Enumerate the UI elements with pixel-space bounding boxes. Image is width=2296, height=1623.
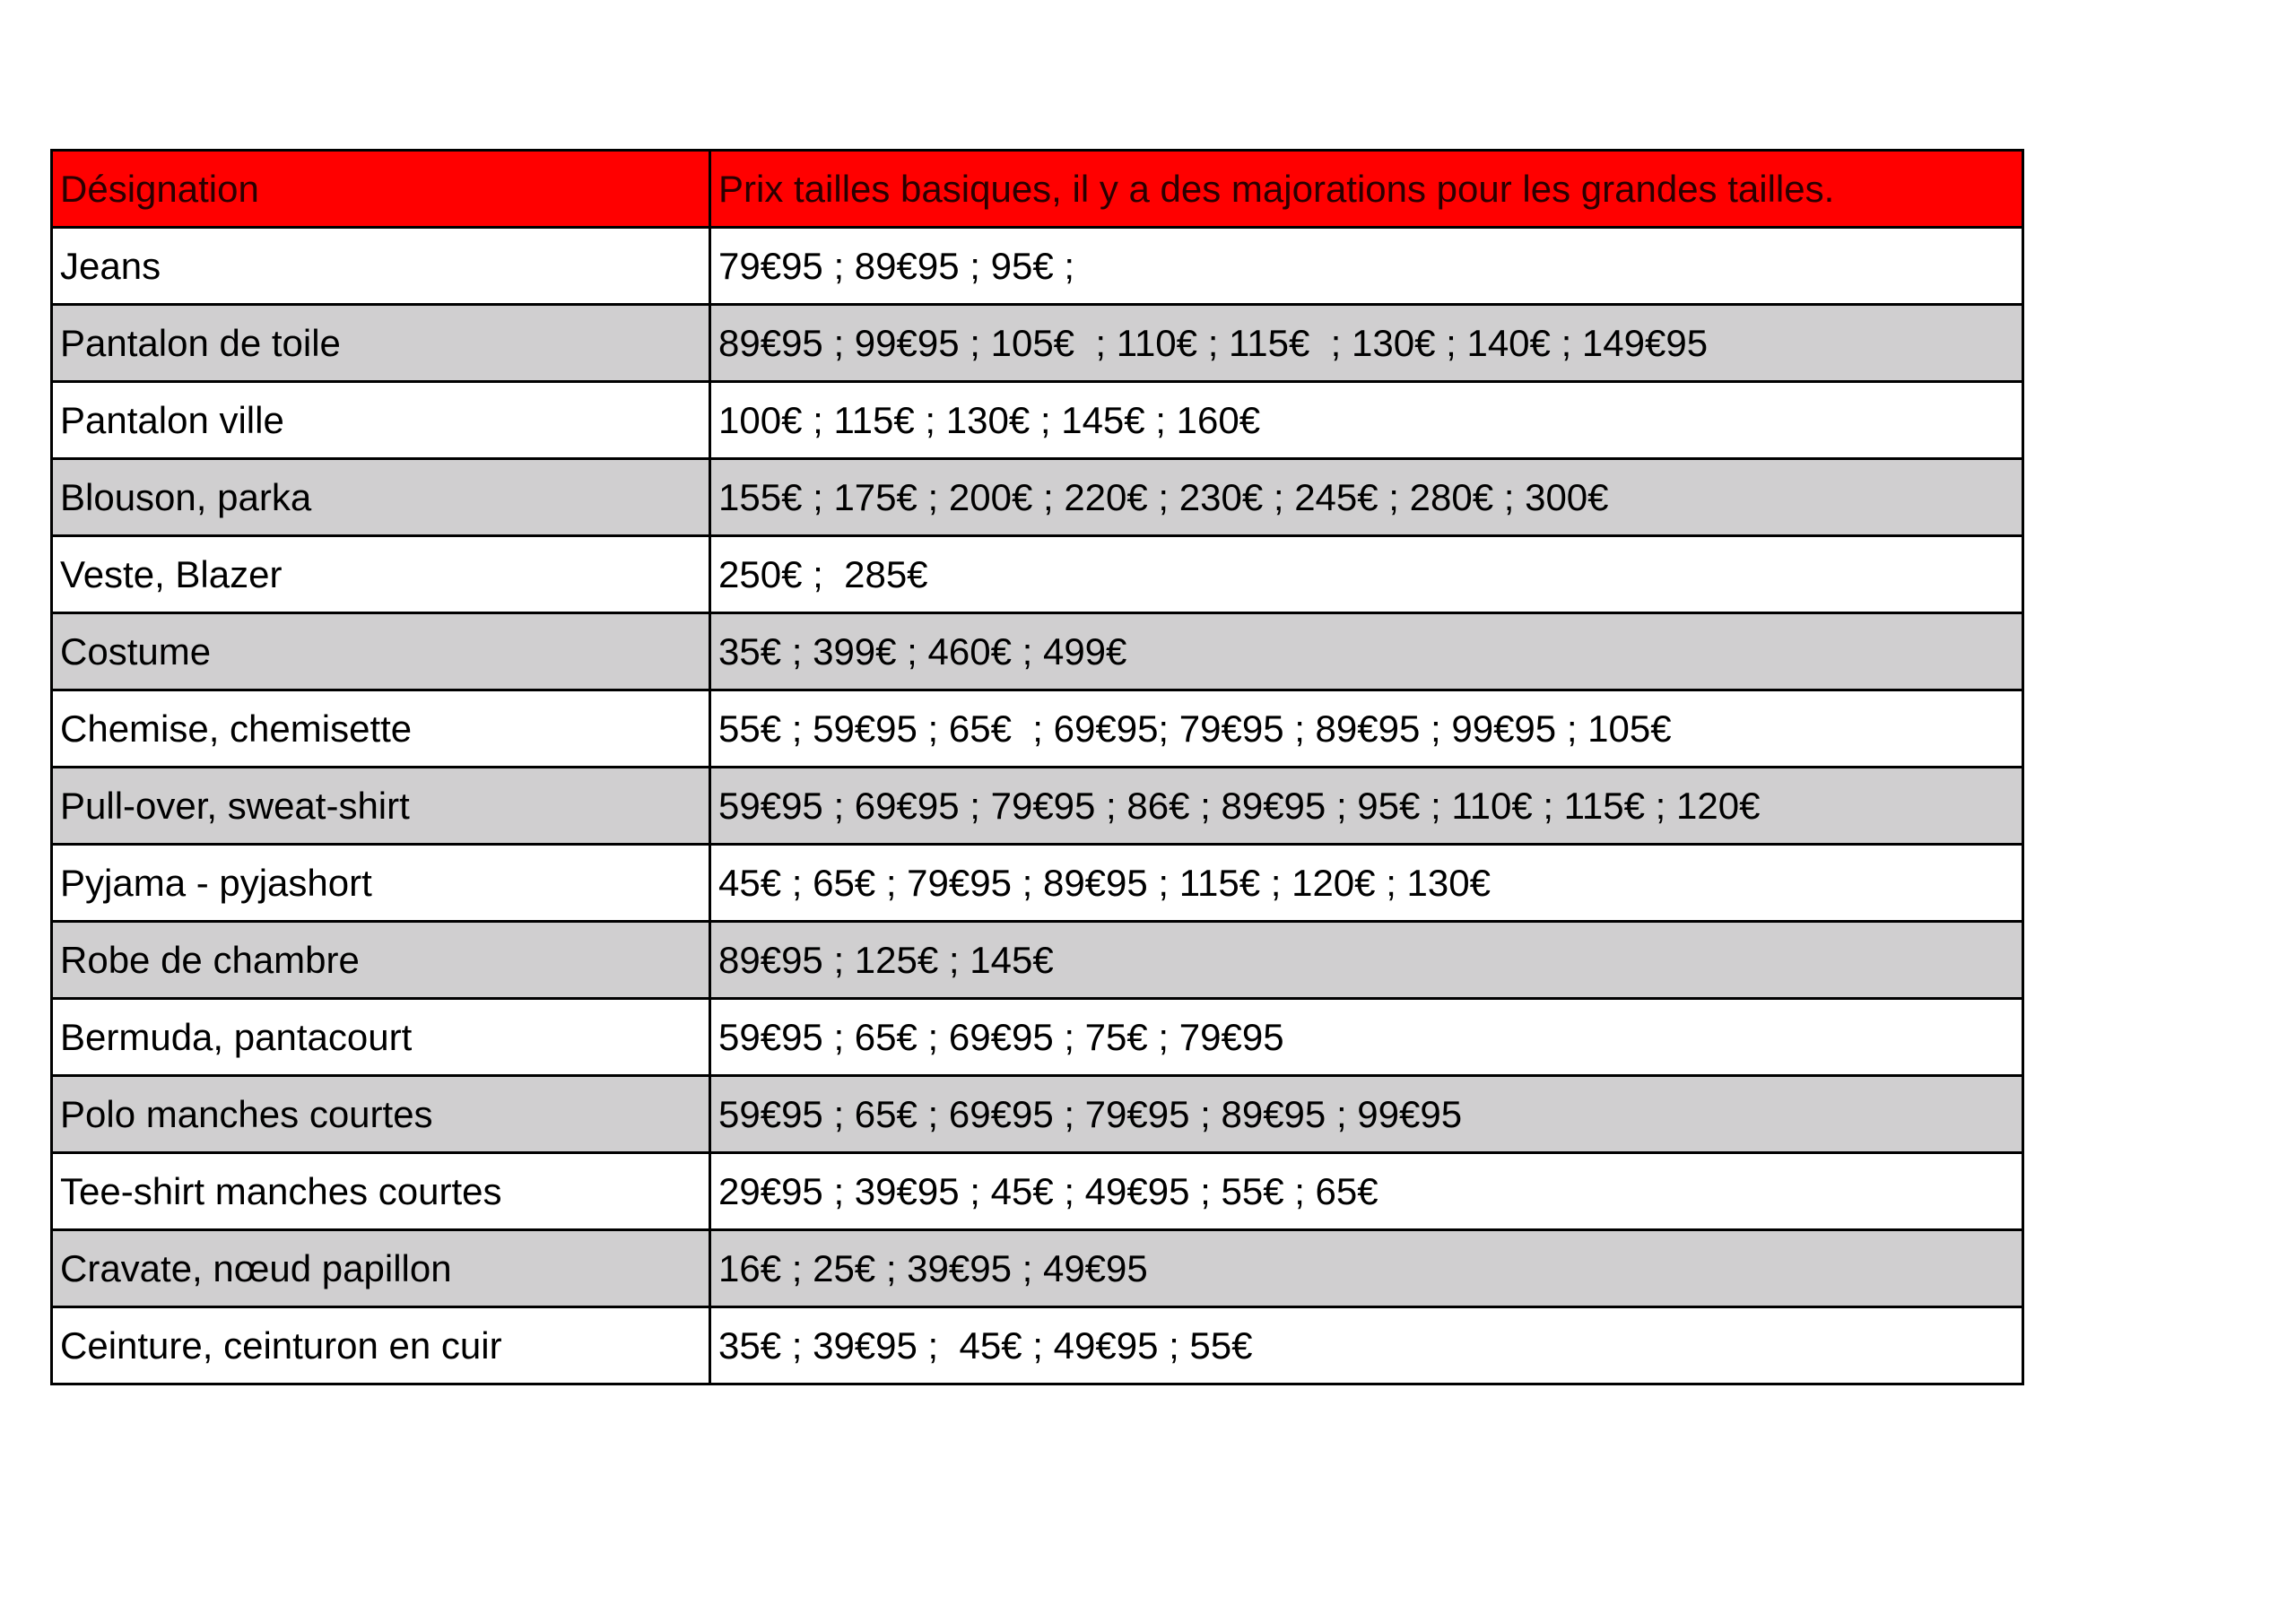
- cell-designation: Blouson, parka: [52, 459, 710, 536]
- cell-designation: Polo manches courtes: [52, 1076, 710, 1153]
- table-row: [52, 999, 2023, 1076]
- table-row: [52, 1307, 2023, 1384]
- cell-designation: Chemise, chemisette: [52, 690, 710, 768]
- table-row: [52, 228, 2023, 305]
- cell-designation: Veste, Blazer: [52, 536, 710, 613]
- cell-prix: 89€95 ; 99€95 ; 105€ ; 110€ ; 115€ ; 130€ ; 140€ ; 149€95: [710, 305, 2023, 382]
- cell-designation: Ceinture, ceinturon en cuir: [52, 1307, 710, 1384]
- cell-prix: 29€95 ; 39€95 ; 45€ ; 49€95 ; 55€ ; 65€: [710, 1153, 2023, 1230]
- cell-prix: 79€95 ; 89€95 ; 95€ ;: [710, 228, 2023, 305]
- cell-prix: 45€ ; 65€ ; 79€95 ; 89€95 ; 115€ ; 120€ ; 130€: [710, 845, 2023, 922]
- cell-prix: 55€ ; 59€95 ; 65€ ; 69€95; 79€95 ; 89€95 ; 99€95 ; 105€: [710, 690, 2023, 768]
- table-row: [52, 768, 2023, 845]
- cell-designation: Pantalon de toile: [52, 305, 710, 382]
- cell-prix: 250€ ; 285€: [710, 536, 2023, 613]
- cell-designation: Bermuda, pantacourt: [52, 999, 710, 1076]
- table-body: [52, 228, 2023, 1384]
- cell-designation: Costume: [52, 613, 710, 690]
- cell-designation: Robe de chambre: [52, 922, 710, 999]
- table-row: [52, 1230, 2023, 1307]
- cell-designation: Pull-over, sweat-shirt: [52, 768, 710, 845]
- price-table: [50, 149, 2024, 1385]
- cell-prix: 59€95 ; 65€ ; 69€95 ; 79€95 ; 89€95 ; 99€95: [710, 1076, 2023, 1153]
- cell-prix: 89€95 ; 125€ ; 145€: [710, 922, 2023, 999]
- cell-prix: 16€ ; 25€ ; 39€95 ; 49€95: [710, 1230, 2023, 1307]
- header-designation: Désignation: [52, 151, 710, 228]
- cell-designation: Pantalon ville: [52, 382, 710, 459]
- table-row: [52, 382, 2023, 459]
- cell-prix: 100€ ; 115€ ; 130€ ; 145€ ; 160€: [710, 382, 2023, 459]
- cell-designation: Jeans: [52, 228, 710, 305]
- cell-prix: 59€95 ; 69€95 ; 79€95 ; 86€ ; 89€95 ; 95€ ; 110€ ; 115€ ; 120€: [710, 768, 2023, 845]
- table-row: [52, 922, 2023, 999]
- cell-prix: 59€95 ; 65€ ; 69€95 ; 75€ ; 79€95: [710, 999, 2023, 1076]
- cell-prix: 155€ ; 175€ ; 200€ ; 220€ ; 230€ ; 245€ ; 280€ ; 300€: [710, 459, 2023, 536]
- header-row: [52, 151, 2023, 228]
- table-row: [52, 690, 2023, 768]
- table-row: [52, 1153, 2023, 1230]
- table-row: [52, 613, 2023, 690]
- table-row: [52, 305, 2023, 382]
- cell-designation: Cravate, nœud papillon: [52, 1230, 710, 1307]
- table-row: [52, 459, 2023, 536]
- table-row: [52, 845, 2023, 922]
- table-row: [52, 536, 2023, 613]
- cell-designation: Tee-shirt manches courtes: [52, 1153, 710, 1230]
- table-row: [52, 1076, 2023, 1153]
- cell-designation: Pyjama - pyjashort: [52, 845, 710, 922]
- cell-prix: 35€ ; 39€95 ; 45€ ; 49€95 ; 55€: [710, 1307, 2023, 1384]
- table-header: [52, 151, 2023, 228]
- header-prix: Prix tailles basiques, il y a des majorations pour les grandes tailles.: [710, 151, 2023, 228]
- cell-prix: 35€ ; 399€ ; 460€ ; 499€: [710, 613, 2023, 690]
